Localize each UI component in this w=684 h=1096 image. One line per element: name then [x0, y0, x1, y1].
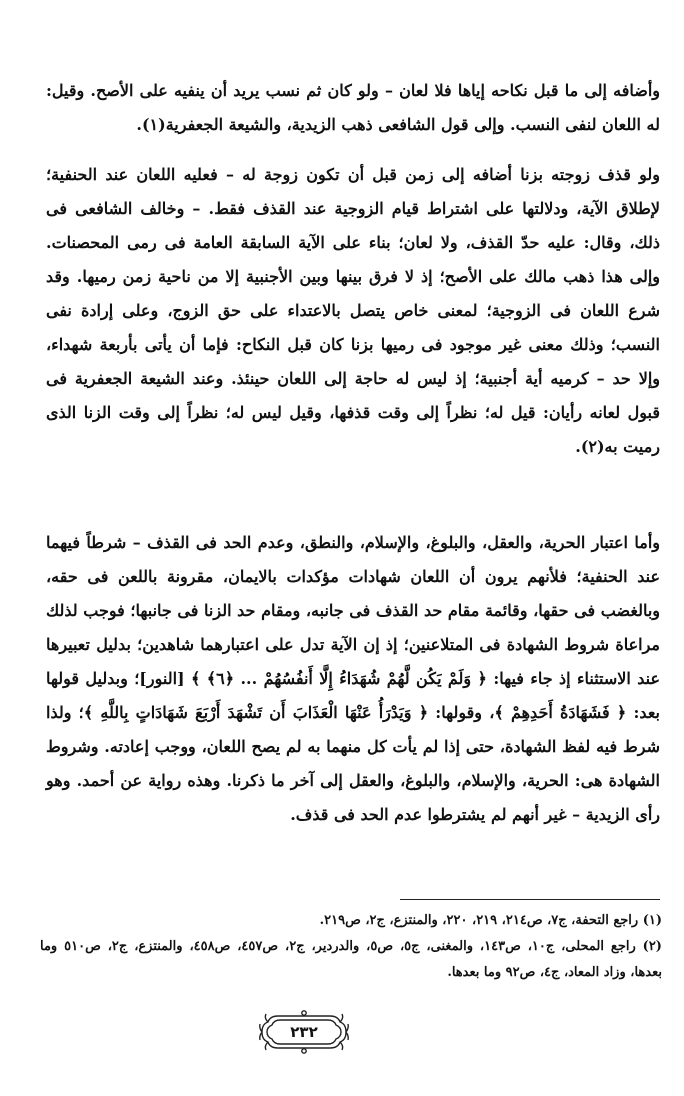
footnote-separator — [400, 899, 660, 900]
body-paragraph-3: وأما اعتبار الحرية، والعقل، والبلوغ، والإسلام، والنطق، وعدم الحد فى القذف – شرطاً فيهما عند الحنفية؛ فلأنهم يرون أن اللعان شهادات مؤكدات بالايمان، مقرونة باللعن فى حقه، وبالغضب فى حقها، وقائمة مقام حد القذف فى جانبه، ومقام حد الزنا فى جانبها؛ فوجب لذلك مراعاة شروط الشهادة فى المتلاعنين؛ إذ إن الآية تدل على اعتبارهما شاهدين؛ بدليل تعبيرها عند الاستثناء إذ جاء فيها: ﴿ وَلَمْ يَكُن لَّهُمْ شُهَدَاءُ إِلَّا أَنفُسُهُمْ ... ﴿٦﴾ ﴾ [النور]؛ وبدليل قولها بعد: ﴿ فَشَهَادَةُ أَحَدِهِمْ ﴾، وقولها: ﴿ وَيَدْرَأُ عَنْهَا الْعَذَابَ أَن تَشْهَدَ أَرْبَعَ شَهَادَاتٍ بِاللَّهِ ﴾؛ ولذا شرط فيه لفظ الشهادة، حتى إذا لم يأت كل منهما به لم يصح اللعان، ووجب إعادته. وشروط الشهادة هى: الحرية، والإسلام، والبلوغ، والعقل إلى آخر ما ذكرنا. وهذه رواية عن أحمد. وهو رأى الزيدية – غير أنهم لم يشترطوا عدم الحد فى قذف. — [46, 533, 661, 824]
body-paragraph-1: وأضافه إلى ما قبل نكاحه إياها فلا لعان – ولو كان ثم نسب يريد أن ينفيه على الأصح. وقيل: له اللعان لنفى النسب. وإلى قول الشافعى ذهب الزيدية، والشيعة الجعفرية(١). — [46, 81, 660, 134]
footnotes — [40, 908, 662, 986]
footnote-1: (١) راجع التحفة، ج٧، ص٢١٤، ٢١٩، ٢٢٠، والمنتزع، ج٢، ص٢١٩. — [319, 913, 662, 928]
footnote-2: (٢) راجع المحلى، ج١٠، ص١٤٣، والمغنى، ج٥، ص٥، والدردير، ج٢، ص٤٥٧، ص٤٥٨، والمنتزع، ج٢، ص٥١٠ وما بعدها، وزاد المعاد، ج٤، ص٩٢ وما بعدها. — [40, 939, 662, 980]
page-number: ٢٣٢ — [290, 1023, 318, 1041]
body-paragraph-2: ولو قذف زوجته بزنا أضافه إلى زمن قبل أن تكون زوجة له – فعليه اللعان عند الحنفية؛ لإطلاق الآية، ودلالتها على اشتراط قيام الزوجية عند القذف فقط. – وخالف الشافعى فى ذلك، وقال: عليه حدّ القذف، ولا لعان؛ بناء على الآية السابقة العامة فى رمى المحصنات. وإلى هذا ذهب مالك على الأصح؛ إذ لا فرق بينها وبين الأجنبية إلا من ناحية زمن رميها. وقد شرع اللعان فى الزوجية؛ لمعنى خاص يتصل بالاعتداء على حق الزوج، وعلى إرادة نفى النسب؛ وذلك معنى غير موجود فى رميها بزنا كان قبل النكاح: فإما أن يأتى بأربعة شهداء، وإلا حد – كرميه أية أجنبية؛ إذ ليس له حاجة إلى اللعان حينئذ. وعند الشيعة الجعفرية فى قبول لعانه رأيان: قيل له؛ نظراً إلى وقت قذفها، وقيل ليس له؛ نظراً إلى وقت الزنا الذى رميت به(٢). — [46, 165, 660, 456]
